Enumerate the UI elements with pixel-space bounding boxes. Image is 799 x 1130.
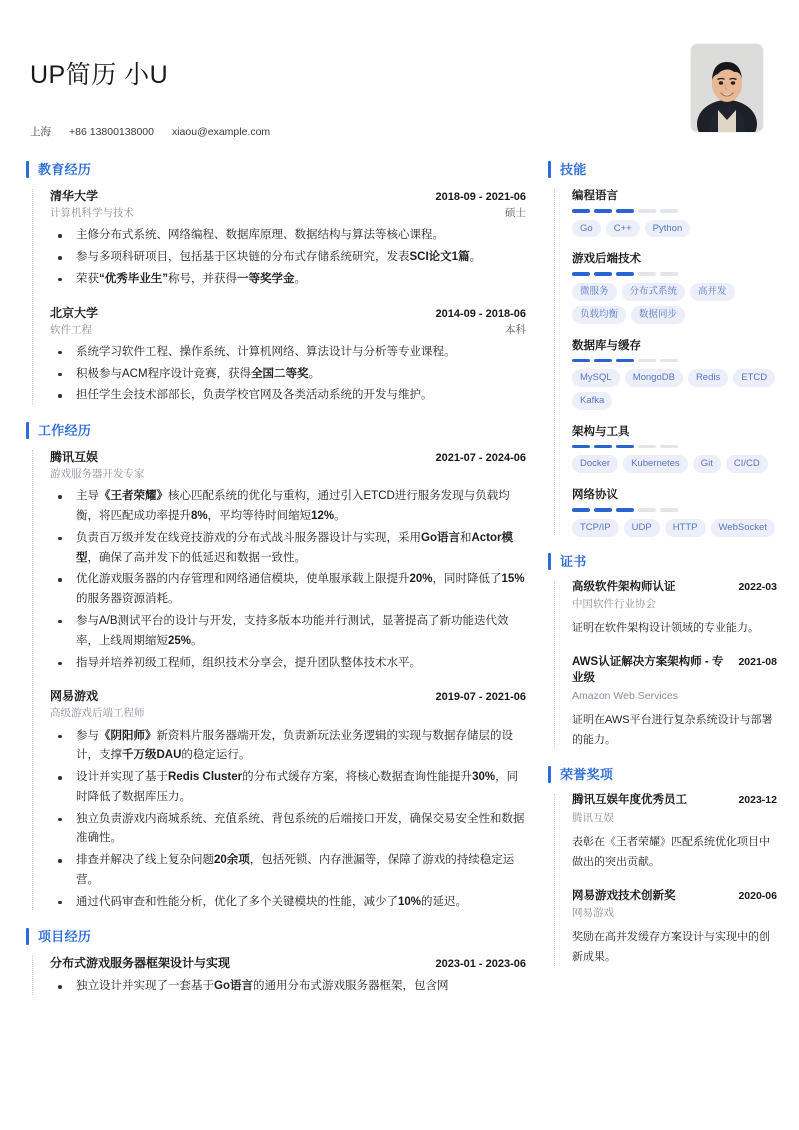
section-header-certificates (548, 553, 777, 570)
entry-date: 2014-09 - 2018-06 (435, 307, 526, 320)
contact-location: 上海 (30, 126, 51, 138)
skill-group (572, 337, 777, 410)
section-projects (26, 928, 526, 997)
skill-level-segment (594, 272, 612, 276)
bullet-item: 设计并实现了基于Redis Cluster的分布式缓存方案，将核心数据查询性能提升30%，同时降低了数据库压力。 (50, 768, 526, 808)
credential-title: 网易游戏技术创新奖 (572, 889, 676, 902)
bullet-item: 独立负责游戏内商城系统、充值系统、背包系统的后端接口开发，确保交易安全性和数据准确性。 (50, 810, 526, 850)
skill-group (572, 250, 777, 323)
credential-header-row (572, 579, 777, 596)
credential-date: 2023-12 (738, 794, 777, 807)
section-education (26, 161, 526, 406)
bullet-item: 排查并解决了线上复杂问题20余项，包括死锁、内存泄漏等，保障了游戏的持续稳定运营。 (50, 851, 526, 891)
skill-group (572, 423, 777, 473)
entry-sub-row (50, 466, 526, 482)
contact-email: xiaou@example.com (171, 125, 271, 138)
skill-tag: ETCD (733, 369, 775, 387)
credential-card (572, 579, 777, 639)
contact-phone: +86 13800138000 (69, 125, 154, 138)
skill-level-segment (616, 508, 634, 512)
credential-header-row (572, 654, 777, 687)
credential-issuer: Amazon Web Services (572, 689, 679, 702)
skill-level-segment (572, 445, 590, 449)
section-certificates (548, 553, 777, 751)
skill-tag: 负载均衡 (572, 306, 626, 324)
skill-group-name: 编程语言 (572, 190, 618, 202)
honor-items (548, 792, 777, 967)
credential-card (572, 654, 777, 751)
section-header-projects (26, 928, 526, 945)
credential-date: 2022-03 (738, 580, 777, 593)
skill-tag: Redis (688, 369, 728, 387)
section-honors (548, 766, 777, 967)
section-title: 证书 (560, 553, 587, 569)
section-skills (548, 161, 777, 537)
bullet-item: 参与A/B测试平台的设计与开发，支持多版本功能并行测试，显著提高了新功能迭代效率，上线周期缩短25%。 (50, 612, 526, 652)
skill-tag: CI/CD (726, 455, 768, 473)
skill-level-segment (594, 209, 612, 213)
bullet-item: 负责百万级并发在线竞技游戏的分布式战斗服务器设计与实现，采用Go语言和Actor模型，确保了高并发下的低延迟和数据一致性。 (50, 529, 526, 569)
bullet-item: 独立设计并实现了一套基于Go语言的通用分布式游戏服务器框架，包含网 (50, 977, 526, 997)
bullet-item: 主导《王者荣耀》核心匹配系统的优化与重构，通过引入ETCD进行服务发现与负载均衡，将匹配成功率提升8%，平均等待时间缩短12%。 (50, 487, 526, 527)
left-column (26, 161, 526, 1013)
skill-level-segment (572, 272, 590, 276)
skill-level-segment (660, 272, 678, 276)
skill-groups (548, 187, 777, 537)
credential-title: AWS认证解决方案架构师 - 专业级 (572, 655, 724, 685)
credential-description: 奖励在高并发缓存方案设计与实现中的创新成果。 (572, 931, 770, 964)
entry-header-row (50, 687, 526, 705)
section-header-work (26, 422, 526, 439)
skill-tag-list (572, 455, 777, 473)
skill-level-segment (660, 359, 678, 363)
entry-date: 2019-07 - 2021-06 (435, 691, 526, 704)
education-entries (26, 187, 526, 406)
skill-tag: Go (572, 220, 601, 238)
experience-entry (50, 448, 526, 673)
skill-level-segment (572, 508, 590, 512)
skill-tag: TCP/IP (572, 519, 619, 537)
entry-subtitle: 游戏服务器开发专家 (50, 468, 145, 481)
credential-card (572, 888, 777, 968)
skill-group-name: 网络协议 (572, 489, 618, 502)
entry-header-row (50, 954, 526, 972)
section-header-education (26, 161, 526, 178)
credential-description: 证明在AWS平台进行复杂系统设计与部署的能力。 (572, 713, 773, 747)
credential-card (572, 792, 777, 872)
skill-level-meter (572, 508, 777, 512)
skill-level-segment (616, 209, 634, 213)
skill-tag: Docker (572, 455, 618, 473)
right-column (548, 161, 777, 984)
section-header-honors (548, 766, 777, 783)
bullet-item: 系统学习软件工程、操作系统、计算机网络、算法设计与分析等专业课程。 (50, 343, 526, 363)
avatar (691, 44, 763, 132)
skill-level-segment (594, 508, 612, 512)
credential-issuer: 中国软件行业协会 (572, 598, 656, 611)
entry-degree: 本科 (505, 323, 526, 336)
entry-organization: 清华大学 (50, 189, 99, 203)
bullet-item: 担任学生会技术部部长，负责学校官网及各类活动系统的开发与维护。 (50, 386, 526, 406)
entry-header-row (50, 448, 526, 466)
entry-sub-row (50, 705, 526, 721)
credential-issuer: 网易游戏 (572, 907, 614, 920)
bullet-item: 指导并培养初级工程师，组织技术分享会，提升团队整体技术水平。 (50, 654, 526, 674)
skill-level-segment (572, 209, 590, 213)
credential-description: 表彰在《王者荣耀》匹配系统优化项目中做出的突出贡献。 (572, 835, 770, 869)
bullet-item: 主修分布式系统、网络编程、数据库原理、数据结构与算法等核心课程。 (50, 226, 526, 246)
entry-bullet-list (50, 977, 526, 997)
section-title: 工作经历 (38, 423, 92, 439)
entry-bullet-list (50, 727, 526, 913)
skill-level-segment (616, 272, 634, 276)
skill-level-segment (638, 508, 656, 512)
skill-tag: 微服务 (572, 283, 617, 301)
skill-tag: UDP (624, 519, 660, 537)
credential-header-row (572, 888, 777, 905)
credential-date: 2020-06 (738, 889, 777, 902)
entry-subtitle: 计算机科学与技术 (50, 207, 134, 219)
skill-level-meter (572, 445, 777, 449)
skill-group-name: 架构与工具 (572, 425, 630, 438)
entry-subtitle: 软件工程 (50, 323, 92, 336)
skill-level-segment (638, 209, 656, 213)
skill-group-name: 游戏后端技术 (572, 253, 641, 266)
entry-header-row (50, 304, 526, 322)
skill-level-segment (638, 359, 656, 363)
skill-tag: 分布式系统 (622, 283, 686, 301)
credential-title: 高级软件架构师认证 (572, 580, 676, 593)
entry-bullet-list (50, 343, 526, 406)
section-title: 教育经历 (38, 162, 92, 177)
skill-tag: 高并发 (690, 283, 735, 301)
skill-level-segment (616, 445, 634, 449)
entry-organization: 北京大学 (50, 305, 99, 320)
skill-tag: Git (693, 455, 721, 473)
entry-date: 2021-07 - 2024-06 (435, 452, 526, 465)
portrait-photo-icon (691, 44, 763, 132)
skill-level-segment (660, 445, 678, 449)
entry-organization: 网易游戏 (50, 689, 99, 704)
credential-title: 腾讯互娱年度优秀员工 (572, 794, 687, 807)
entry-bullet-list (50, 226, 526, 289)
entry-sub-row (50, 205, 526, 221)
resume-header (26, 22, 773, 139)
page-title: UP简历 小U (30, 61, 169, 89)
experience-entry (50, 187, 526, 290)
bullet-item: 荣获“优秀毕业生”称号，并获得一等奖学金。 (50, 270, 526, 290)
skill-level-segment (616, 359, 634, 363)
entry-organization: 腾讯互娱 (50, 450, 99, 465)
skill-tag: HTTP (665, 519, 706, 537)
work-entries (26, 448, 526, 912)
skill-group (572, 187, 777, 237)
project-entries (26, 954, 526, 997)
entry-sub-row (50, 322, 526, 338)
skill-tag: 数据同步 (631, 306, 685, 324)
skill-level-meter (572, 359, 777, 363)
entry-header-row (50, 187, 526, 205)
skill-tag-list (572, 519, 777, 537)
skill-level-segment (638, 445, 656, 449)
skill-tag: MongoDB (625, 369, 683, 387)
entry-date: 2023-01 - 2023-06 (435, 958, 526, 971)
section-work (26, 422, 526, 912)
credential-issuer: 腾讯互娱 (572, 812, 614, 825)
credential-header-row (572, 792, 777, 809)
entry-date: 2018-09 - 2021-06 (435, 191, 526, 203)
entry-subtitle: 高级游戏后端工程师 (50, 707, 145, 720)
section-title: 荣誉奖项 (560, 767, 614, 783)
entry-organization: 分布式游戏服务器框架设计与实现 (50, 956, 231, 971)
bullet-item: 参与多项科研项目，包括基于区块链的分布式存储系统研究，发表SCI论文1篇。 (50, 248, 526, 268)
skill-group-name: 数据库与缓存 (572, 339, 641, 352)
credential-date: 2021-08 (738, 655, 777, 668)
skill-group (572, 486, 777, 536)
skill-tag-list (572, 369, 777, 410)
skill-tag-list (572, 220, 777, 238)
credential-description: 证明在软件架构设计领域的专业能力。 (572, 622, 759, 635)
skill-level-segment (572, 359, 590, 363)
bullet-item: 优化游戏服务器的内存管理和网络通信模块，使单服承载上限提升20%，同时降低了15%的服务器资源消耗。 (50, 570, 526, 610)
skill-tag: WebSocket (711, 519, 775, 537)
skill-level-segment (660, 209, 678, 213)
skill-level-meter (572, 272, 777, 276)
bullet-item: 通过代码审查和性能分析，优化了多个关键模块的性能，减少了10%的延迟。 (50, 893, 526, 913)
skill-tag: Kafka (572, 392, 612, 410)
experience-entry (50, 304, 526, 407)
experience-entry (50, 954, 526, 997)
skill-level-segment (594, 359, 612, 363)
header-text-block (30, 38, 270, 139)
resume-body (26, 161, 777, 1013)
skill-level-segment (638, 272, 656, 276)
skill-level-segment (594, 445, 612, 449)
section-title: 项目经历 (38, 929, 92, 945)
section-header-skills (548, 161, 777, 178)
bullet-item: 参与《阴阳师》新资料片服务器端开发，负责新玩法业务逻辑的实现与数据存储层的设计，支撑千万级DAU的稳定运行。 (50, 727, 526, 767)
contact-info (30, 124, 270, 139)
entry-degree: 硕士 (505, 207, 526, 219)
section-title: 技能 (560, 162, 587, 177)
experience-entry (50, 687, 526, 912)
skill-tag: Python (645, 220, 691, 238)
skill-tag: Kubernetes (623, 455, 688, 473)
skill-tag-list (572, 283, 777, 324)
skill-tag: C++ (606, 220, 640, 238)
bullet-item: 积极参与ACM程序设计竞赛，获得全国二等奖。 (50, 365, 526, 385)
skill-level-meter (572, 209, 777, 213)
entry-bullet-list (50, 487, 526, 673)
skill-level-segment (660, 508, 678, 512)
skill-tag: MySQL (572, 369, 620, 387)
certificate-items (548, 579, 777, 751)
